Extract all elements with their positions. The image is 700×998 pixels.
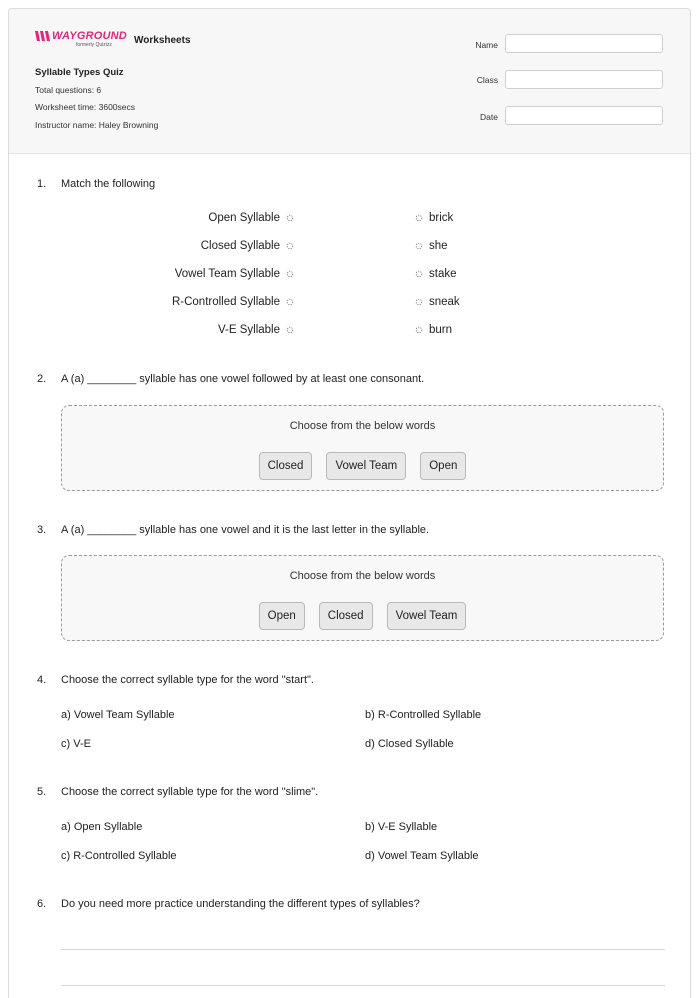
match-left-label: Closed Syllable — [200, 240, 280, 252]
question-text: Choose the correct syllable type for the word "start". — [61, 674, 314, 686]
match-left-label: Open Syllable — [208, 212, 280, 224]
answer-option[interactable]: a) Open Syllable — [61, 821, 143, 833]
match-right-item[interactable] — [415, 268, 457, 280]
answer-option[interactable]: d) Closed Syllable — [365, 738, 454, 750]
worksheet-header — [9, 9, 690, 154]
word-bank — [61, 405, 664, 491]
match-dot-icon — [286, 270, 294, 278]
answer-option[interactable]: c) V-E — [61, 738, 91, 750]
instructor-name: Instructor name: Haley Browning — [35, 120, 159, 130]
match-left-item[interactable] — [208, 212, 294, 224]
quiz-title: Syllable Types Quiz — [35, 67, 124, 78]
match-left-label: R-Controlled Syllable — [171, 296, 280, 308]
match-dot-icon — [415, 270, 423, 278]
match-left-item[interactable] — [175, 268, 294, 280]
match-left-item[interactable] — [201, 240, 294, 252]
word-chip[interactable]: Open — [259, 602, 305, 630]
answer-line[interactable] — [61, 985, 665, 986]
match-left-item[interactable] — [218, 324, 294, 336]
answer-option[interactable]: d) Vowel Team Syllable — [365, 850, 479, 862]
worksheet-page — [8, 8, 691, 998]
match-dot-icon — [415, 214, 423, 222]
match-right-item[interactable] — [415, 296, 460, 308]
word-bank — [61, 555, 664, 641]
question-number: 4. — [37, 674, 47, 686]
answer-option[interactable]: b) V-E Syllable — [365, 821, 438, 833]
match-dot-icon — [415, 326, 423, 334]
question-number: 5. — [37, 786, 47, 798]
answer-option[interactable]: c) R-Controlled Syllable — [61, 850, 177, 862]
worksheet-time: Worksheet time: 3600secs — [35, 102, 135, 112]
match-dot-icon — [415, 242, 423, 250]
match-dot-icon — [286, 326, 294, 334]
match-dot-icon — [286, 298, 294, 306]
match-right-label: burn — [429, 324, 453, 336]
total-questions: Total questions: 6 — [35, 85, 102, 95]
word-chip[interactable]: Closed — [259, 452, 313, 480]
match-left-label: Vowel Team Syllable — [174, 268, 280, 280]
brand-subtitle: formerly Quizizz — [76, 42, 112, 48]
brand-name: WAYGROUND — [52, 30, 127, 42]
question-number: 2. — [37, 373, 47, 385]
class-field[interactable] — [505, 70, 663, 89]
wayground-logo-icon — [35, 31, 50, 41]
brand-logo — [35, 30, 135, 49]
match-dot-icon — [415, 298, 423, 306]
word-bank-prompt: Choose from the below words — [289, 570, 436, 582]
word-chip[interactable]: Closed — [319, 602, 373, 630]
class-label: Class — [476, 75, 498, 85]
match-left-label: V-E Syllable — [217, 324, 280, 336]
date-label: Date — [480, 112, 498, 122]
match-right-item[interactable] — [415, 240, 448, 252]
match-right-label: she — [429, 240, 448, 252]
date-field[interactable] — [505, 106, 663, 125]
match-dot-icon — [286, 214, 294, 222]
question-text: Do you need more practice understanding the different types of syllables? — [61, 898, 420, 910]
answer-option[interactable]: b) R-Controlled Syllable — [365, 709, 482, 721]
question-number: 3. — [37, 524, 47, 536]
name-label: Name — [475, 40, 498, 50]
match-dot-icon — [286, 242, 294, 250]
match-left-item[interactable] — [172, 296, 294, 308]
word-chip[interactable]: Vowel Team — [326, 452, 406, 480]
question-text: Choose the correct syllable type for the word "slime". — [61, 786, 319, 798]
question-number: 6. — [37, 898, 47, 910]
question-text: A (a) ________ syllable has one vowel followed by at least one consonant. — [61, 373, 425, 385]
section-label: Worksheets — [134, 35, 191, 46]
match-right-item[interactable] — [415, 324, 452, 336]
word-chip[interactable]: Vowel Team — [387, 602, 467, 630]
match-right-label: brick — [429, 212, 454, 224]
word-bank-prompt: Choose from the below words — [289, 420, 436, 432]
answer-line[interactable] — [61, 949, 665, 950]
question-text: Match the following — [61, 178, 156, 190]
match-right-label: sneak — [429, 296, 460, 308]
match-right-label: stake — [429, 268, 457, 280]
match-right-item[interactable] — [415, 212, 453, 224]
answer-option[interactable]: a) Vowel Team Syllable — [61, 709, 175, 721]
name-field[interactable] — [505, 34, 663, 53]
word-chip[interactable]: Open — [420, 452, 466, 480]
question-text: A (a) ________ syllable has one vowel and it is the last letter in the syllable. — [61, 524, 430, 536]
question-number: 1. — [37, 178, 47, 190]
